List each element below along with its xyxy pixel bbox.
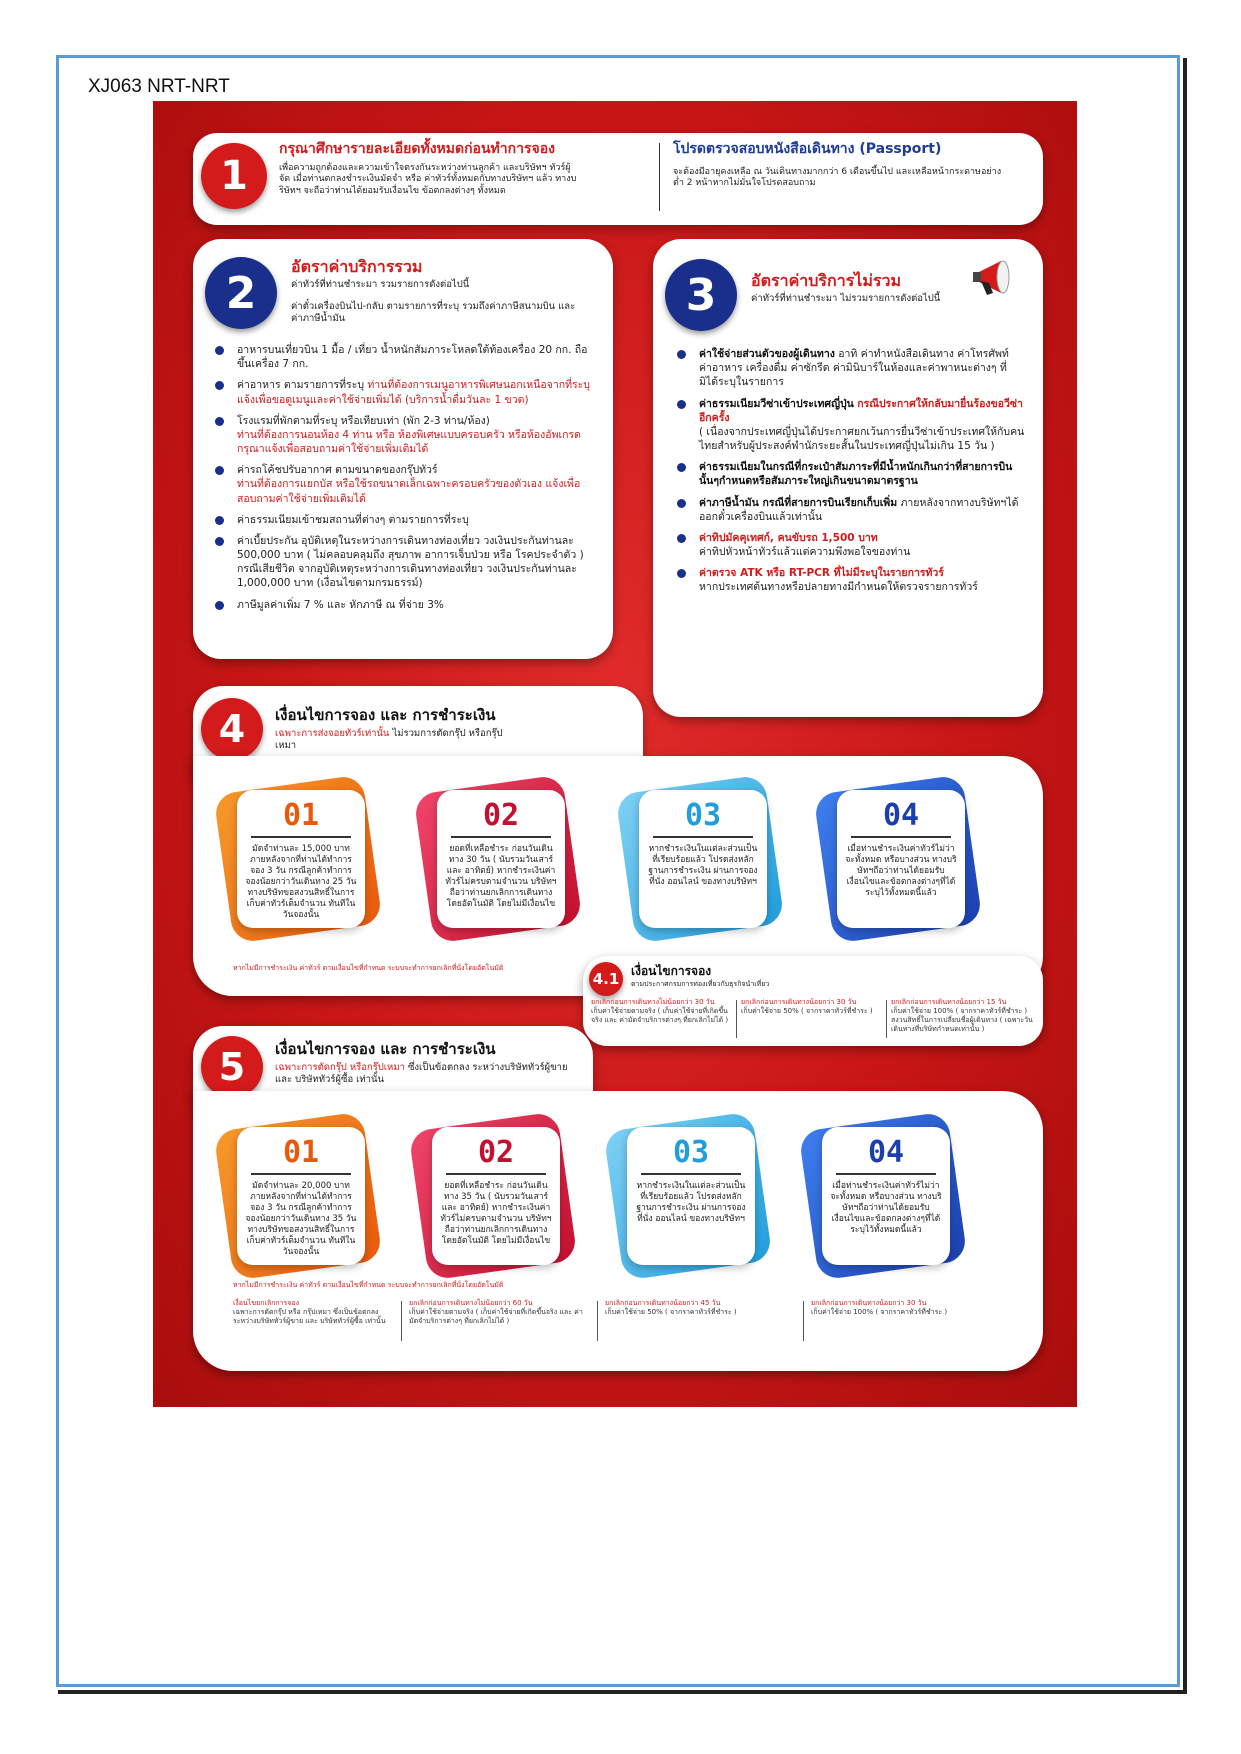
- section3-item: ค่าใช้จ่ายส่วนตัวของผู้เดินทาง อาทิ ค่าทำหนังสือเดินทาง ค่าโทรศัพท์ ค่าอาหาร เครื่องดื่ม ค่าซักรีด ค่ามินิบาร์ในห้องและค่าพาหนะต่างๆ ที่มิได้ระบุในรายการ: [675, 347, 1025, 390]
- section5-col: ยกเลิกก่อนการเดินทางน้อยกว่า 45 วัน เก็บค่าใช้จ่าย 50% ( จากราคาทัวร์ที่ชำระ ): [605, 1299, 737, 1317]
- section5-col: ยกเลิกก่อนการเดินทางน้อยกว่า 30 วัน เก็บค่าใช้จ่าย 100% ( จากราคาทัวร์ที่ชำระ ): [811, 1299, 948, 1317]
- section4-number: 4: [201, 698, 263, 760]
- section2-title: อัตราค่าบริการรวม: [291, 257, 423, 276]
- step-number: 02: [477, 1135, 515, 1170]
- section5-col: เงื่อนไขยกเลิกการจอง เฉพาะการตัดกรุ๊ป หรือ กรุ๊ปเหมา ซึ่งเป็นข้อตกลงระหว่างบริษัททัวร์ผู้ขาย และ บริษัททัวร์ผู้ซื้อ เท่านั้น: [233, 1299, 386, 1326]
- section5-step-1: [223, 1121, 373, 1271]
- section2-item: ค่าเบี้ยประกัน อุบัติเหตุในระหว่างการเดินทางท่องเที่ยว วงเงินประกันท่านละ 500,000 บาท ( ไม่คลอบคลุมถึง สุขภาพ อาการเจ็บป่วย หรือ โรคประจำตัว ) กรณีเสียชีวิต จากอุบัติเหตุระหว่างการเดินทางท่องเที่ยว วงเงินประกันท่านละ 1,000,000 บาท (เงื่อนไขตามกรมธรรม์): [213, 534, 598, 591]
- section5-number: 5: [201, 1036, 263, 1098]
- section3-item: ค่าทิปมัคคุเทศก์, คนขับรถ 1,500 บาท ค่าทิปหัวหน้าทัวร์แล้วแต่ความพึงพอใจของท่าน: [675, 531, 1025, 559]
- step-text: หากชำระเงินในแต่ละส่วนเป็นที่เรียบร้อยแล้ว โปรดส่งหลักฐานการชำระเงิน ผ่านการจองที่นั่ง ออนไลน์ ของทางบริษัทฯ: [636, 1181, 746, 1225]
- section4-step-4: [823, 784, 973, 934]
- doc-code: XJ063 NRT-NRT: [88, 76, 230, 97]
- section1-divider: [659, 143, 660, 211]
- section3-item: ค่าภาษีน้ำมัน กรณีที่สายการบินเรียกเก็บเพิ่ม ภายหลังจากทางบริษัทฯได้ออกตั๋วเครื่องบินแล้วเท่านั้น: [675, 496, 1025, 524]
- section3-item: ค่าธรรมเนียมในกรณีที่กระเป๋าสัมภาระที่มีน้ำหนักเกินกว่าที่สายการบินนั้นๆกำหนดหรือสัมภาระใหญ่เกินขนาดมาตรฐาน: [675, 460, 1025, 488]
- page-shadow-right: [1183, 58, 1187, 1692]
- step-number: 02: [482, 798, 520, 833]
- section4-step-3: [625, 784, 775, 934]
- section2-number: 2: [205, 257, 277, 329]
- megaphone-icon: [971, 253, 1019, 301]
- section2-item: อาหารบนเที่ยวบิน 1 มื้อ / เที่ยว น้ำหนักสัมภาระโหลดใต้ท้องเครื่อง 20 กก. ถือขึ้นเครื่อง 7 กก.: [213, 343, 598, 371]
- section5-title: เงื่อนไขการจอง และ การชำระเงิน: [275, 1040, 496, 1058]
- section2-item: ค่าธรรมเนียมเข้าชมสถานที่ต่างๆ ตามรายการที่ระบุ: [213, 513, 598, 527]
- step-text: ยอดที่เหลือชำระ ก่อนวันเดินทาง 35 วัน ( นับรวมวันเสาร์ และ อาทิตย์) หากชำระเงินค่าทัวร์ไม่ครบตามจำนวน บริษัทฯถือว่าท่านยกเลิกการเดินทางโดยอัตโนมัติ โดยไม่มีเงื่อนไข: [440, 1181, 552, 1247]
- section1-title: กรุณาศึกษารายละเอียดทั้งหมดก่อนทำการจอง: [279, 141, 555, 157]
- section3-subtitle: ค่าทัวร์ที่ท่านชำระมา ไม่รวมรายการดังต่อไปนี้: [751, 293, 941, 304]
- section41-col: ยกเลิกก่อนการเดินทางไม่น้อยกว่า 30 วัน เก็บค่าใช้จ่ายตามจริง ( เก็บค่าใช้จ่ายที่เกิดขึ้นจริง และ ค่ามัดจำบริการต่างๆ ที่ยกเลิกไม่ได้ ): [591, 998, 729, 1025]
- passport-text: จะต้องมีอายุคงเหลือ ณ วันเดินทางมากกว่า 6 เดือนขึ้นไป และเหลือหน้ากระดาษอย่างต่ำ 2 หน้าหากไม่มั่นใจโปรดสอบถาม: [673, 167, 1002, 189]
- step-text: ยอดที่เหลือชำระ ก่อนวันเดินทาง 30 วัน ( นับรวมวันเสาร์ และ อาทิตย์) หากชำระเงินค่าทัวร์ไม่ครบตามจำนวน บริษัทฯถือว่าท่านยกเลิกการเดินทางโดยอัตโนมัติ โดยไม่มีเงื่อนไข: [445, 844, 557, 910]
- step-number: 04: [882, 798, 920, 833]
- section1-number: 1: [201, 143, 267, 209]
- step-text: หากชำระเงินในแต่ละส่วนเป็นที่เรียบร้อยแล้ว โปรดส่งหลักฐานการชำระเงิน ผ่านการจองที่นั่ง ออนไลน์ ของทางบริษัทฯ: [648, 844, 758, 888]
- section4-footnote: หากไม่มีการชำระเงิน ค่าทัวร์ ตามเงื่อนไขที่กำหนด ระบบจะทำการยกเลิกที่นั่งโดยอัตโนมัติ: [233, 964, 504, 972]
- section2-card: [193, 239, 613, 659]
- section3-item: ค่าธรรมเนียมวีซ่าเข้าประเทศญี่ปุ่น กรณีประกาศให้กลับมายื่นร้องขอวีซ่าอีกครั้ง ( เนื่องจากประเทศญี่ปุ่นได้ประกาศยกเว้นการยื่นวีซ่าเข้าประเทศให้กับคนไทยสำหรับผู้ประสงค์พำนักระยะสั้นในประเทศญี่ปุ่นไม่เกิน 15 วัน ): [675, 397, 1025, 454]
- section4-subtitle: เฉพาะการส่งจอยทัวร์เท่านั้น ไม่รวมการตัดกรุ๊ป หรือกรุ๊ปเหมา: [275, 728, 503, 751]
- section1-card: [193, 133, 1043, 225]
- section2-item: ภาษีมูลค่าเพิ่ม 7 % และ หักภาษี ณ ที่จ่าย 3%: [213, 598, 598, 612]
- step-text: เมื่อท่านชำระเงินค่าทัวร์ไม่ว่าจะทั้งหมด หรือบางส่วน ทางบริษัทฯถือว่าท่านได้ยอมรับเงื่อนไขและข้อตกลงต่างๆที่ได้ระบุไว้ทั้งหมดนี้แล้ว: [845, 844, 957, 899]
- page-shadow-bottom: [58, 1690, 1187, 1694]
- section3-item: ค่าตรวจ ATK หรือ RT-PCR ที่ไม่มีระบุในรายการทัวร์ หากประเทศต้นทางหรือปลายทางมีกำหนดให้ตรวจรายการทัวร์: [675, 566, 1025, 594]
- step-text: มัดจำท่านละ 20,000 บาท ภายหลังจากที่ท่านได้ทำการจอง 3 วัน กรณีลูกค้าทำการจองน้อยกว่าวันเดินทาง 35 วัน ทางบริษัทขอสงวนสิทธิ์ในการเก็บค่าทัวร์เต็มจำนวน ทันทีในวันจองนั้น: [245, 1181, 357, 1258]
- step-number: 01: [282, 798, 320, 833]
- section5-step-3: [613, 1121, 763, 1271]
- section4-step-2: [423, 784, 573, 934]
- step-number: 01: [282, 1135, 320, 1170]
- section2-list: [213, 343, 598, 619]
- section1-text: เพื่อความถูกต้องและความเข้าใจตรงกันระหว่างท่านลูกค้า และบริษัทฯ ทัวร์ผู้จัด เมื่อท่านตกลงชำระเงินมัดจำ หรือ ค่าทัวร์ทั้งหมดกับทางบริษัทฯ แล้ว ทางบริษัทฯ จะถือว่าท่านได้ยอมรับเงื่อนไข ข้อตกลงต่างๆ ทั้งหมด: [279, 163, 577, 196]
- section5-step-2: [418, 1121, 568, 1271]
- section2-item: ค่ารถโค้ชปรับอากาศ ตามขนาดของกรุ๊ปทัวร์ ท่านที่ต้องการแยกบัส หรือใช้รถขนาดเล็กเฉพาะครอบครัวของตัวเอง แจ้งเพื่อสอบถามค่าใช้จ่ายเพิ่มเติมได้: [213, 463, 598, 506]
- section41-card: [583, 956, 1043, 1046]
- section41-col: ยกเลิกก่อนการเดินทางน้อยกว่า 15 วัน เก็บค่าใช้จ่าย 100% ( จากราคาทัวร์ที่ชำระ ) สงวนสิทธิ์ในการเปลี่ยนชื่อผู้เดินทาง ( เฉพาะวันเดินทางที่บริษัทกำหนดเท่านั้น ): [891, 998, 1033, 1034]
- section3-title: อัตราค่าบริการไม่รวม: [751, 271, 901, 290]
- section5-footnote: หากไม่มีการชำระเงิน ค่าทัวร์ ตามเงื่อนไขที่กำหนด ระบบจะทำการยกเลิกที่นั่งโดยอัตโนมัติ: [233, 1281, 504, 1289]
- section2-subtitle: ค่าทัวร์ที่ท่านชำระมา รวมรายการดังต่อไปนี้: [291, 279, 470, 290]
- section3-number: 3: [665, 259, 737, 331]
- step-text: มัดจำท่านละ 15,000 บาท ภายหลังจากที่ท่านได้ทำการจอง 3 วัน กรณีลูกค้าทำการจองน้อยกว่าวันเดินทาง 25 วัน ทางบริษัทขอสงวนสิทธิ์ในการเก็บค่าทัวร์เต็มจำนวน ทันทีในวันจองนั้น: [245, 844, 357, 921]
- step-number: 03: [684, 798, 722, 833]
- conditions-poster: [153, 101, 1077, 1407]
- section41-subtitle: ตามประกาศกรมการท่องเที่ยวกับธุรกิจนำเที่ยว: [631, 980, 770, 988]
- section5-card: [193, 1091, 1043, 1371]
- section5-subtitle: เฉพาะการตัดกรุ๊ป หรือกรุ๊ปเหมา ซึ่งเป็นข้อตกลง ระหว่างบริษัททัวร์ผู้ขาย และ บริษัททัวร์ผู้ซื้อ เท่านั้น: [275, 1062, 568, 1085]
- step-number: 03: [672, 1135, 710, 1170]
- section41-number: 4.1: [589, 962, 623, 996]
- section4-title: เงื่อนไขการจอง และ การชำระเงิน: [275, 706, 496, 724]
- section41-col: ยกเลิกก่อนการเดินทางน้อยกว่า 30 วัน เก็บค่าใช้จ่าย 50% ( จากราคาทัวร์ที่ชำระ ): [741, 998, 873, 1016]
- section41-title: เงื่อนไขการจอง: [631, 964, 712, 978]
- section5-col: ยกเลิกก่อนการเดินทางไม่น้อยกว่า 60 วัน เก็บค่าใช้จ่ายตามจริง ( เก็บค่าใช้จ่ายที่เกิดขึ้นจริง และ ค่ามัดจำบริการต่างๆ ที่ยกเลิกไม่ได้ ): [409, 1299, 583, 1326]
- section2-item: โรงแรมที่พักตามที่ระบุ หรือเทียบเท่า (พัก 2-3 ท่าน/ห้อง) ท่านที่ต้องการนอนห้อง 4 ท่าน หรือ ห้องพิเศษแบบครอบครัว หรือห้องอัพเกรด กรุณาแจ้งเพื่อสอบถามค่าใช้จ่ายเพิ่มเติมได้: [213, 414, 598, 457]
- section3-list: [675, 347, 1025, 602]
- section2-intro: ค่าตั๋วเครื่องบินไป-กลับ ตามรายการที่ระบุ รวมถึงค่าภาษีสนามบิน และค่าภาษีน้ำมัน: [291, 301, 576, 324]
- section2-item: ค่าอาหาร ตามรายการที่ระบุ ท่านที่ต้องการเมนูอาหารพิเศษนอกเหนือจากที่ระบุ แจ้งเพื่อขอดูเมนูและค่าใช้จ่ายเพิ่มได้ (บริการน้ำดื่มวันละ 1 ขวด): [213, 378, 598, 406]
- section4-step-1: [223, 784, 373, 934]
- section3-card: [653, 239, 1043, 717]
- passport-title: โปรดตรวจสอบหนังสือเดินทาง (Passport): [673, 141, 942, 157]
- section5-step-4: [808, 1121, 958, 1271]
- step-text: เมื่อท่านชำระเงินค่าทัวร์ไม่ว่าจะทั้งหมด หรือบางส่วน ทางบริษัทฯถือว่าท่านได้ยอมรับเงื่อนไขและข้อตกลงต่างๆที่ได้ระบุไว้ทั้งหมดนี้แล้ว: [830, 1181, 942, 1236]
- step-number: 04: [867, 1135, 905, 1170]
